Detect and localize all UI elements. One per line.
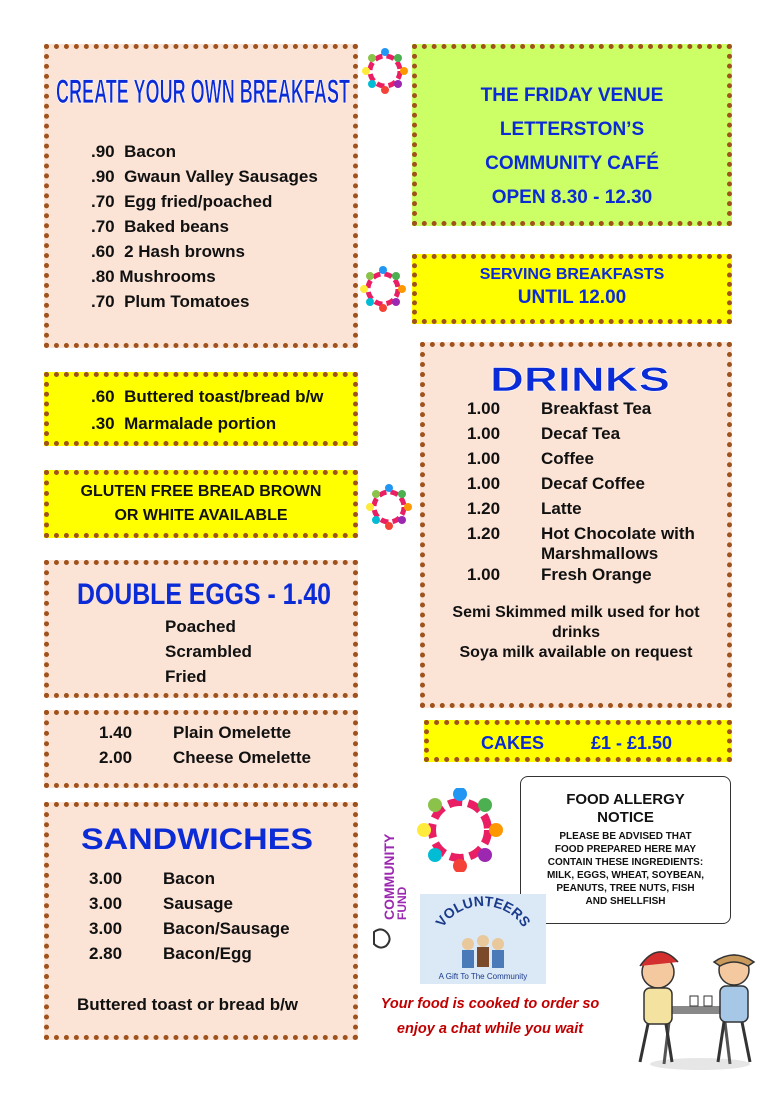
cakes-label: CAKES xyxy=(481,733,545,753)
toast-item: .30 Marmalade portion xyxy=(91,414,277,433)
tagline xyxy=(360,992,620,1042)
drinks-panel xyxy=(420,342,732,708)
omelette-name: Plain Omelette xyxy=(173,723,292,742)
sandwich-name: Bacon/Egg xyxy=(163,944,252,963)
venue-line: THE FRIDAY VENUE xyxy=(480,85,664,106)
serving-panel xyxy=(412,254,732,324)
tagline-line: Your food is cooked to order so xyxy=(380,996,600,1012)
sandwich-price: 3.00 xyxy=(89,869,123,888)
venue-panel xyxy=(412,44,732,226)
venue-line: COMMUNITY CAFÉ xyxy=(485,153,659,174)
allergy-line: MILK, EGGS, WHEAT, SOYBEAN, xyxy=(546,870,705,881)
gluten-panel xyxy=(44,470,358,538)
omelette-price: 2.00 xyxy=(99,748,133,767)
cakes-price: £1 - £1.50 xyxy=(591,733,673,753)
community-fund-mark xyxy=(368,820,408,960)
cafe-cartoon-illustration xyxy=(610,936,770,1076)
allergy-line: FOOD PREPARED HERE MAY xyxy=(554,844,697,855)
drink-price: 1.20 xyxy=(467,499,501,518)
allergy-title: FOOD ALLERGY xyxy=(566,791,685,808)
allergy-line: PLEASE BE ADVISED THAT xyxy=(559,831,692,842)
drink-name: Latte xyxy=(541,499,582,518)
allergy-title: NOTICE xyxy=(597,809,654,826)
svg-text:DRINKS: DRINKS xyxy=(490,361,670,399)
people-ring-icon xyxy=(414,788,506,872)
volunteers-logo xyxy=(420,894,546,984)
venue-line: LETTERSTON’S xyxy=(499,119,645,140)
drinks-title xyxy=(485,355,675,399)
svg-text:CREATE YOUR OWN BREAKFAST: CREATE YOUR OWN BREAKFAST xyxy=(56,73,351,111)
sandwich-footer: Buttered toast or bread b/w xyxy=(77,995,299,1014)
serving-line: SERVING BREAKFASTS xyxy=(479,266,665,283)
allergy-line: PEANUTS, TREE NUTS, FISH xyxy=(556,883,695,894)
people-ring-icon xyxy=(360,46,410,96)
svg-text:DOUBLE EGGS - 1.40: DOUBLE EGGS - 1.40 xyxy=(77,578,331,611)
gluten-line: OR WHITE AVAILABLE xyxy=(114,507,288,524)
svg-text:FUND: FUND xyxy=(395,886,408,920)
drink-price: 1.00 xyxy=(467,399,501,418)
allergy-line: CONTAIN THESE INGREDIENTS: xyxy=(547,857,704,868)
breakfast-item: .90 Gwaun Valley Sausages xyxy=(91,167,318,186)
eggs-item: Poached xyxy=(165,617,236,636)
drink-name: Decaf Tea xyxy=(541,424,621,443)
allergy-line: AND SHELLFISH xyxy=(585,896,666,907)
toast-panel xyxy=(44,372,358,446)
venue-hours: OPEN 8.30 - 12.30 xyxy=(491,187,653,208)
breakfast-item: .70 Egg fried/poached xyxy=(91,192,273,211)
breakfast-panel xyxy=(44,44,358,348)
sandwiches-title xyxy=(77,815,317,859)
sandwich-price: 3.00 xyxy=(89,894,123,913)
drink-price: 1.00 xyxy=(467,449,501,468)
svg-text:A Gift To The Community: A Gift To The Community xyxy=(438,972,528,981)
drink-name-cont: Marshmallows xyxy=(541,544,659,563)
sandwich-name: Bacon xyxy=(163,869,215,888)
gluten-line: GLUTEN FREE BREAD BROWN xyxy=(80,483,322,500)
drink-price: 1.00 xyxy=(467,424,501,443)
svg-text:SANDWICHES: SANDWICHES xyxy=(81,823,313,856)
drink-price: 1.00 xyxy=(467,474,501,493)
breakfast-item: .60 2 Hash browns xyxy=(91,242,246,261)
breakfast-item: .70 Baked beans xyxy=(91,217,229,236)
svg-text:VOLUNTEERS: VOLUNTEERS xyxy=(432,894,534,930)
drink-name: Hot Chocolate with xyxy=(541,524,695,543)
eggs-title xyxy=(69,571,339,613)
svg-text:COMMUNITY: COMMUNITY xyxy=(381,833,397,920)
serving-until: UNTIL 12.00 xyxy=(517,287,627,308)
allergy-notice xyxy=(520,776,731,924)
eggs-item: Scrambled xyxy=(165,642,252,661)
drink-price: 1.00 xyxy=(467,565,501,584)
breakfast-item: .70 Plum Tomatoes xyxy=(91,292,250,311)
omelette-name: Cheese Omelette xyxy=(173,748,311,767)
drink-name: Fresh Orange xyxy=(541,565,652,584)
drinks-note: drinks xyxy=(551,624,600,641)
eggs-panel xyxy=(44,560,358,698)
people-ring-icon xyxy=(358,264,408,314)
sandwiches-panel xyxy=(44,802,358,1040)
drink-price: 1.20 xyxy=(467,524,501,543)
drinks-note: Semi Skimmed milk used for hot xyxy=(452,604,700,621)
drinks-note: Soya milk available on request xyxy=(459,644,693,661)
omelette-price: 1.40 xyxy=(99,723,133,742)
drink-name: Breakfast Tea xyxy=(541,399,652,418)
omelette-panel xyxy=(44,710,358,788)
breakfast-title xyxy=(53,69,353,115)
sandwich-name: Bacon/Sausage xyxy=(163,919,290,938)
sandwich-price: 2.80 xyxy=(89,944,123,963)
people-ring-icon xyxy=(364,482,414,532)
toast-item: .60 Buttered toast/bread b/w xyxy=(91,387,324,406)
eggs-item: Fried xyxy=(165,667,207,686)
community-fund-logo xyxy=(368,820,408,960)
cakes-panel xyxy=(424,720,732,762)
tagline-line: enjoy a chat while you wait xyxy=(396,1021,584,1037)
sandwich-price: 3.00 xyxy=(89,919,123,938)
breakfast-item: .80 Mushrooms xyxy=(91,267,216,286)
breakfast-item: .90 Bacon xyxy=(91,142,177,161)
drink-name: Decaf Coffee xyxy=(541,474,645,493)
sandwich-name: Sausage xyxy=(163,894,233,913)
drink-name: Coffee xyxy=(541,449,594,468)
